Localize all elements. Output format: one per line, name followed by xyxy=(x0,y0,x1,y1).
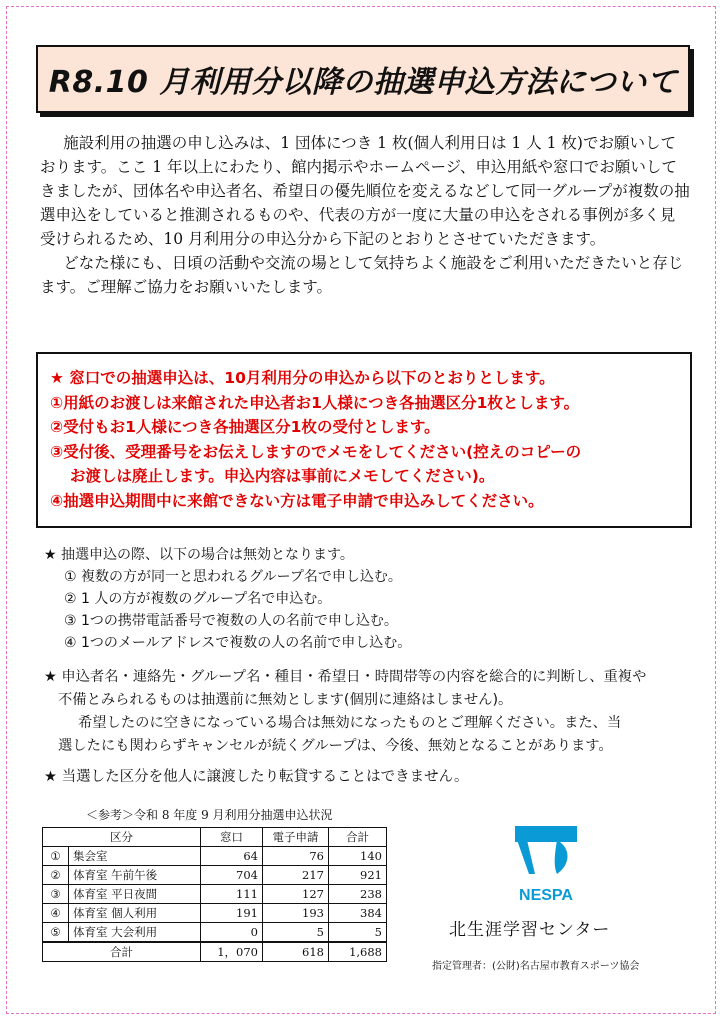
logo-text: NESPA xyxy=(519,887,573,904)
row-number: ② xyxy=(43,866,69,885)
header-category: 区分 xyxy=(43,828,201,847)
reference-table xyxy=(42,827,387,962)
manager-text: 指定管理者：(公財)名古屋市教育スポーツ協会 xyxy=(432,961,640,972)
row-madoguchi: 704 xyxy=(201,866,263,885)
row-madoguchi: 64 xyxy=(201,847,263,866)
total-total: 1,688 xyxy=(329,942,387,962)
row-denshi: 127 xyxy=(263,885,329,904)
row-category: 集会室 xyxy=(69,847,201,866)
judgement-note xyxy=(44,666,694,758)
reference-caption: ＜参考＞令和 8 年度 9 月利用分抽選申込状況 xyxy=(86,808,333,822)
header-total: 合計 xyxy=(329,828,387,847)
invalid-item: ② 1 人の方が複数のグループ名で申込む。 xyxy=(64,591,332,607)
page-title: R8.10 月利用分以降の抽選申込方法について xyxy=(48,65,678,100)
invalid-heading: ★ 抽選申込の際、以下の場合は無効となります。 xyxy=(44,547,354,563)
intro-text xyxy=(40,131,690,299)
table-header-row xyxy=(43,828,387,847)
notice-rule-3: ③受付後、受理番号をお伝えしますのでメモをしてください(控えのコピーの xyxy=(50,442,582,461)
row-category: 体育室 平日夜間 xyxy=(69,885,201,904)
row-madoguchi: 191 xyxy=(201,904,263,923)
judgement-line-4: 選したにも関わらずキャンセルが続くグループは、今後、無効となることがあります。 xyxy=(58,738,613,754)
notice-rule-3-continued: お渡しは廃止します。申込内容は事前にメモしてください)。 xyxy=(70,467,495,485)
row-denshi: 76 xyxy=(263,847,329,866)
invalid-item: ① 複数の方が同一と思われるグループ名で申し込む。 xyxy=(64,569,402,585)
center-name: 北生涯学習センター xyxy=(449,920,611,940)
notice-heading: ★ 窓口での抽選申込は、10月利用分の申込から以下のとおりとします。 xyxy=(50,369,555,387)
row-number: ⑤ xyxy=(43,923,69,943)
notice-box xyxy=(36,352,692,528)
judgement-line-2: 不備とみられるものは抽選前に無効とします(個別に連絡はしません)。 xyxy=(58,692,513,708)
header-denshi: 電子申請 xyxy=(263,828,329,847)
row-total: 384 xyxy=(329,904,387,923)
table-row xyxy=(43,904,387,923)
invalid-item: ③ 1つの携帯電話番号で複数の人の名前で申し込む。 xyxy=(64,613,398,629)
row-number: ④ xyxy=(43,904,69,923)
row-denshi: 5 xyxy=(263,923,329,943)
invalid-item: ④ 1つのメールアドレスで複数の人の名前で申し込む。 xyxy=(64,635,412,651)
total-madoguchi: 1，070 xyxy=(201,942,263,962)
row-category: 体育室 大会利用 xyxy=(69,923,201,943)
table-row xyxy=(43,885,387,904)
header-madoguchi: 窓口 xyxy=(201,828,263,847)
total-label: 合計 xyxy=(43,942,201,962)
row-madoguchi: 111 xyxy=(201,885,263,904)
nespa-logo-graphic xyxy=(505,826,587,906)
table-total-row xyxy=(43,942,387,962)
row-madoguchi: 0 xyxy=(201,923,263,943)
table-row xyxy=(43,847,387,866)
row-number: ③ xyxy=(43,885,69,904)
row-total: 140 xyxy=(329,847,387,866)
row-total: 921 xyxy=(329,866,387,885)
invalid-conditions xyxy=(44,544,684,654)
row-denshi: 217 xyxy=(263,866,329,885)
table-row xyxy=(43,866,387,885)
judgement-line-3: 希望したのに空きになっている場合は無効になったものとご理解ください。また、当 xyxy=(78,715,622,731)
notice-rule-4: ④抽選申込期間中に来館できない方は電子申請で申込みしてください。 xyxy=(50,491,544,510)
notice-rule-2: ②受付もお1人様につき各抽選区分1枚の受付とします。 xyxy=(50,418,440,436)
row-category: 体育室 個人利用 xyxy=(69,904,201,923)
judgement-line-1: ★ 申込者名・連絡先・グループ名・種目・希望日・時間帯等の内容を総合的に判断し、重複や xyxy=(44,669,647,685)
notice-rule-1: ①用紙のお渡しは来館された申込者お1人様につき各抽選区分1枚とします。 xyxy=(50,393,580,412)
row-total: 5 xyxy=(329,923,387,943)
transfer-note: ★ 当選した区分を他人に譲渡したり転貸することはできません。 xyxy=(44,769,469,785)
total-denshi: 618 xyxy=(263,942,329,962)
title-banner xyxy=(36,45,690,113)
row-denshi: 193 xyxy=(263,904,329,923)
intro-paragraph-1: 施設利用の抽選の申し込みは、1 団体につき 1 枚(個人利用日は 1 人 1 枚)でお願いしております。ここ 1 年以上にわたり、館内掲示やホームページ、申込用紙や窓口でお願いしてきましたが、団体名や申込者名、希望日の優先順位を変えるなどして同一グループが複数の抽選申込をしていると推測されるものや、代表の方が一度に大量の申込をされる事例が多く見受けられるため、10 月利用分の申込分から下記のとおりとさせていただきます。 xyxy=(40,134,690,248)
table-row xyxy=(43,923,387,943)
nespa-logo xyxy=(505,826,587,906)
row-number: ① xyxy=(43,847,69,866)
intro-paragraph-2: どなた様にも、日頃の活動や交流の場として気持ちよく施設をご利用いただきたいと存じます。ご理解ご協力をお願いいたします。 xyxy=(40,254,684,296)
row-total: 238 xyxy=(329,885,387,904)
row-category: 体育室 午前午後 xyxy=(69,866,201,885)
